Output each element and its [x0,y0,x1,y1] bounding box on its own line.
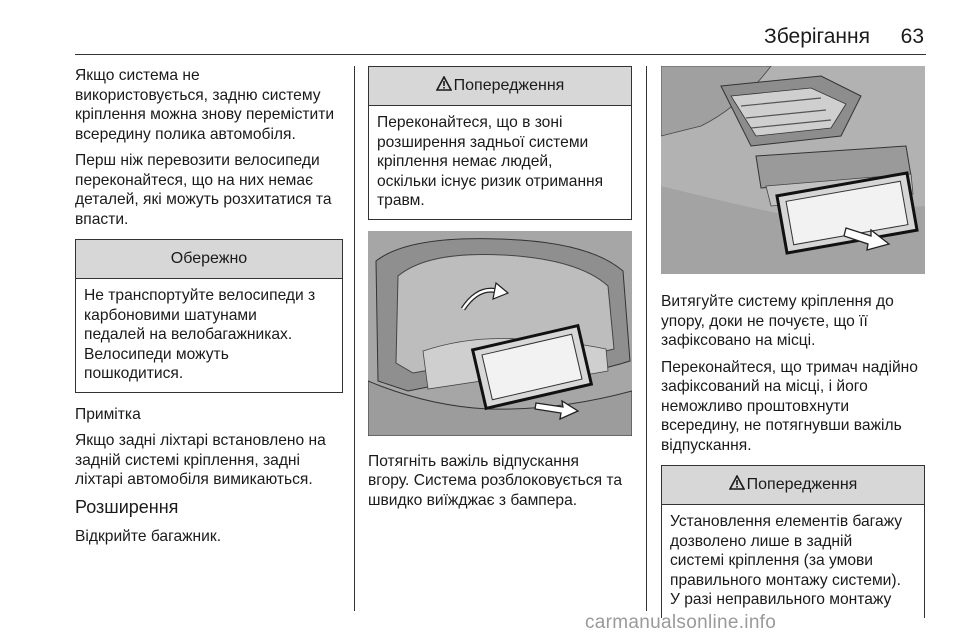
warning-text: Переконайтеся, що в зоні розширення задньої системи кріплення немає людей, оскільки існує ризик отримання травм. [377,114,604,209]
warning-triangle-icon [436,76,452,97]
caution-box [75,239,343,393]
page-header-title: Зберігання [764,25,870,48]
column-divider-2 [646,66,647,611]
warning-triangle-icon [729,475,745,496]
paragraph-extend-until-lock: Витягуйте систему кріплення до упору, доки не почуєте, що її зафіксовано на місці. [661,293,894,349]
column-3 [661,66,925,630]
warning-title: Попередження [453,77,565,95]
column-divider-1 [354,66,355,611]
warning-title-2: Попередження [746,476,858,494]
note-title: Примітка [75,405,141,423]
column-2 [368,66,632,517]
paragraph-pull-lever: Потягніть важіль відпускання вгору. Система розблоковується та швидко виїжджає з бампера. [368,452,622,509]
caution-title: Обережно [76,240,342,279]
header-divider [75,54,926,55]
note-text: Якщо задні ліхтарі встановлено на задній системі кріплення, задні ліхтарі автомобіля вимикаються. [75,432,326,488]
watermark: carmanualsonline.info [585,612,777,633]
caution-text: Не транспортуйте велосипеди з карбоновими шатунами педалей на велобагажниках. Велосипеди можуть пошкодитися. [84,287,316,382]
paragraph-open-trunk: Відкрийте багажник. [75,528,222,545]
paragraph-check-holder: Переконайтеся, що тримач надійно зафіксований на місці, і його неможливо проштовхнути всередину, не потягнувши важіль відпускання. [661,358,918,454]
warning-box [368,66,632,220]
section-heading: Розширення [75,496,179,517]
tailgate-release-figure [368,231,632,436]
paragraph-bike-check: Перш ніж перевозити велосипеди переконайтеся, що на них немає деталей, які можуть розхитатися та впасти. [75,152,332,228]
carrier-extended-figure [661,66,925,274]
warning-text-2: Установлення елементів багажу дозволено лише в задній системі кріплення (за умови правильного монтажу системи). У разі неправильного монтажу [670,513,903,608]
column-1 [75,66,343,554]
page-number: 63 [900,25,924,48]
paragraph-system-retract: Якщо система не використовується, задню систему кріплення можна знову перемістити всередину полика автомобіля. [75,67,335,143]
warning-box-2 [661,465,925,618]
